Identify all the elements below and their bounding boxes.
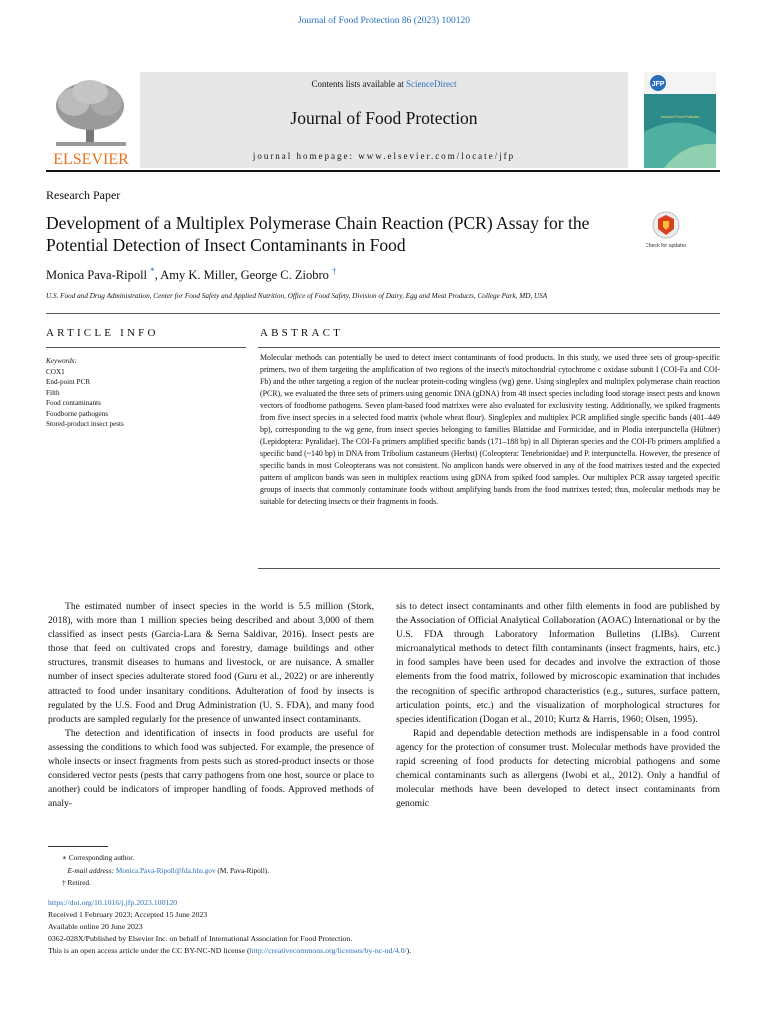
check-updates-label: Check for updates (646, 243, 686, 249)
article-title: Development of a Multiplex Polymerase Chain Reaction (PCR) Assay for the Potential Detection of Insect Contaminants in Food (46, 213, 590, 255)
keywords-label: Keywords: (46, 357, 77, 365)
affiliation: U.S. Food and Drug Administration, Center for Food Safety and Applied Nutrition, Office of Food Safety, Division of Dairy, Egg and Meat Products, College Park, MD, USA (46, 292, 548, 300)
journal-name: Journal of Food Protection (290, 108, 478, 128)
contents-line (140, 79, 628, 89)
abstract-end-rule (258, 568, 720, 569)
retired-author-mark[interactable]: † (332, 266, 337, 276)
keyword: Food contaminants (46, 399, 101, 407)
issn-line: 0362-028X/Published by Elsevier Inc. on behalf of International Association for Food Protection. (48, 934, 353, 943)
cover-badge: JFP (651, 81, 665, 88)
article-type: Research Paper (46, 188, 121, 202)
keyword: Filth (46, 388, 60, 397)
keyword: Foodborne pathogens (46, 409, 109, 418)
footnote-rule (48, 846, 108, 847)
body-paragraph: The estimated number of insect species in the world is 5.5 million (Stork, 2018), with more than 1 million species being described and about 3,000 of them classified as insect pests (Garcia-Lara & Serna Saldivar, 2016). Insect pests are those that feed on cultivated crops and forestry, damage buildings and other structures, transmit diseases to humans and livestock, or are nuisance. A smaller number of insect species adulterate stored food (Guru et al., 2022) or are inherently attracted to food under insanitary conditions. Adulteration of food by insects is regulated by the U.S. Food and Drug Administration (U. S. FDA), and many food products are sampled regularly for the presence of unwanted insect contaminants. (48, 601, 374, 725)
check-for-updates-icon (646, 210, 686, 258)
author-name: George C. Ziobro (240, 268, 329, 283)
license-prefix: This is an open access article under the CC BY-NC-ND license ( (48, 946, 250, 955)
elsevier-tree-logo (46, 72, 136, 168)
abstract-text: Molecular methods can potentially be used to detect insect contaminants of food products. In this study, we used three sets of group-specific primers, two of them targeting the amplification of two regions of the insect's mitochondrial cytochrome c oxidase subunit I (COI-Fa and COI-Fb) and the other targeting a region of the nuclear protein-coding wingless (wg) gene. Using singleplex and multiplex polymerase chain reaction (PCR), we evaluated the three sets of primers using genomic DNA (gDNA) from 48 insect species including food storage insect pests and known vectors of foodborne pathogens. Seven plant-based food matrixes were also evaluated for exclusivity testing. Additionally, we spiked fragments from five insect species in a selected food matrix (whole wheat flour). Singleplex and multiplex PCR amplified single specific bands (401–449 bp), corresponding to the wg gene, from insect species belonging to families Blattidae and Formicidae, and in Plodia interpunctella (Hübner) (Lepidoptera: Pyralidae). The COI-Fa primers amplified specific bands (171–188 bp) in all Dipteran species and the COI-Fb primers amplified a specific band (~140 bp) in DNA from Tribolium castaneum (Herbst) (Coleoptera: Tenebrionidae) and P. interpunctella. However, the presence of specific bands in most Coleopterans was not consistent. No amplicon bands were observed in any of the food matrixes tested and the expected pattern of amplicon bands was seen in multiplex reactions using gDNA from spiked food samples. Our multiplex PCR assay targeted specific groups of insects that commonly contaminate foods without amplifying bands from the food matrixes tested; thus, molecular methods may be suitable for detecting insects or their fragments in foods. (260, 353, 720, 506)
keyword: Stored-product insect pests (46, 420, 124, 428)
corresponding-author-mark[interactable]: * (150, 266, 155, 276)
footnote-text: Retired. (67, 878, 91, 887)
keyword: End-point PCR (46, 378, 91, 386)
contents-prefix: Contents lists available at (311, 79, 406, 89)
email-label: E-mail address: (67, 865, 116, 875)
online-date: Available online 20 June 2023 (48, 922, 143, 931)
author-name: Monica Pava-Ripoll (46, 268, 148, 283)
journal-citation-link[interactable]: Journal of Food Protection 86 (2023) 100120 (297, 16, 471, 26)
author-name: Amy K. Miller (160, 268, 235, 283)
check-for-updates-button[interactable] (646, 210, 686, 258)
doi-link[interactable]: https://doi.org/10.1016/j.jfp.2023.100120 (48, 898, 178, 907)
license-link[interactable]: http://creativecommons.org/licenses/by-nc-nd/4.0/ (249, 946, 407, 955)
author-list: Monica Pava-Ripoll *, Amy K. Miller, George C. Ziobro † (46, 266, 337, 283)
email-suffix: (M. Pava-Ripoll). (215, 865, 270, 875)
abstract-rule (258, 347, 720, 348)
footnote-text: Corresponding author. (68, 853, 135, 862)
section-rule (46, 313, 720, 314)
sciencedirect-link[interactable]: ScienceDirect (406, 79, 457, 89)
cover-title: Journal of Food Protection (660, 115, 700, 119)
article-info-rule (46, 347, 246, 348)
article-footer (48, 897, 728, 957)
journal-cover-image[interactable] (644, 72, 716, 168)
footnote-email (48, 865, 548, 878)
body-paragraph: The detection and identification of insects in food products are useful for assessing the conditions to which food was subjected. For example, the presence of whole insects or insect fragments from pests such as stored-product insects or those considered vector pests (pests that carry pathogens from one host, source or place to another) could be indicators of improper handling of foods. Approved methods of analy- (48, 727, 374, 810)
author-email-link[interactable]: Monica.Pava-Ripoll@fda.hhs.gov (115, 865, 216, 875)
body-column-left (48, 600, 374, 811)
header-rule (46, 170, 720, 172)
keyword: COX1 (46, 367, 65, 376)
journal-homepage-link[interactable]: journal homepage: www.elsevier.com/locate/jfp (252, 151, 516, 161)
elsevier-wordmark: ELSEVIER (53, 151, 129, 168)
footnote-corresponding: ∗ Corresponding author. (62, 853, 135, 862)
body-paragraph: Rapid and dependable detection methods are indispensable in a food control agency for the protection of consumer trust. Molecular methods have provided the rapid screening of food products for detecting microbial pathogens and some chemical contaminants such as allergens (Iwobi et al., 2012). Only a handful of molecular methods have been developed to detect insect contaminants from genomic (396, 727, 720, 810)
body-paragraph: sis to detect insect contaminants and other filth elements in food are published by the Association of Official Analytical Collaboration (AOAC) International or by the U.S. FDA through Laboratory Information Bulletins (LIBs). Current microanalytical methods to detect filth contaminants (insect fragments, hairs, etc.) in food samples have been used for decades and involve the extraction of those elements from the food matrix, followed by microscopic examination that includes the recognition of specific arthropod characteristics (e.g., sutures, surface pattern, articulation points, etc.) and the visualization of morphological structures for species identification (Dogan et al., 2010; Kurtz & Harris, 1960; Olsen, 1995). (396, 601, 720, 725)
body-column-right (396, 600, 720, 811)
keywords-block (46, 356, 246, 430)
license-suffix: ). (406, 946, 412, 955)
received-dates: Received 1 February 2023; Accepted 15 June 2023 (48, 910, 208, 919)
abstract-heading: ABSTRACT (260, 327, 344, 339)
article-info-heading: ARTICLE INFO (46, 327, 159, 339)
license-line (48, 945, 728, 957)
footnotes (48, 852, 548, 890)
footnote-retired: † Retired. (62, 878, 91, 887)
